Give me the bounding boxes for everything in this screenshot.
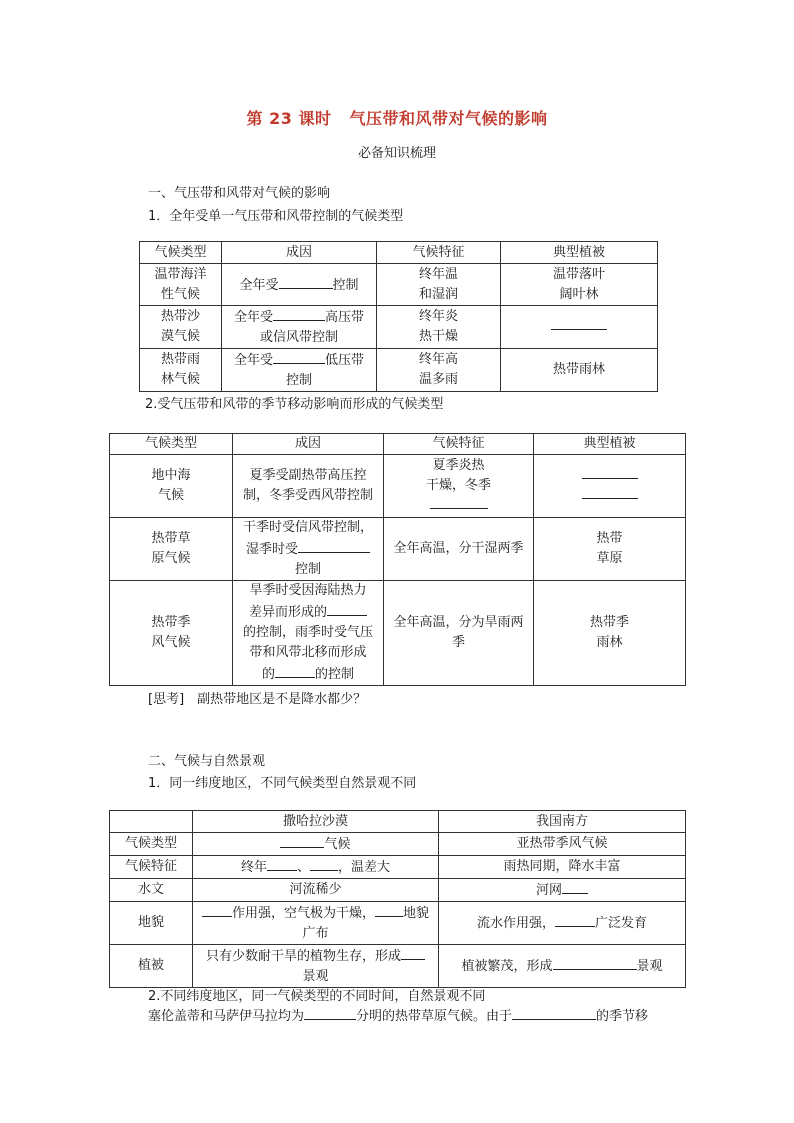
- climate-type-cell: 温带海洋 性气候: [140, 264, 222, 306]
- feature-cell: 终年炎 热干燥: [377, 306, 501, 349]
- think-question: [思考] 副热带地区是不是降水都少？: [148, 692, 367, 707]
- row-label: 植被: [110, 945, 193, 988]
- feature-cell: 全年高温，分为旱雨两 季: [384, 581, 534, 686]
- header-cell: 典型植被: [501, 242, 658, 264]
- table-row: [110, 455, 686, 518]
- table-row: [110, 833, 686, 856]
- table-row: [110, 945, 686, 988]
- fill-blank[interactable]: [375, 902, 403, 917]
- fill-blank[interactable]: [582, 466, 638, 479]
- table-row: [110, 902, 686, 945]
- feature-cell: 终年温 和湿润: [377, 264, 501, 306]
- section-2-sub2: 2.不同纬度地区，同一气候类型的不同时间，自然景观不同: [148, 989, 486, 1004]
- fill-blank[interactable]: [553, 955, 637, 970]
- climate-type-cell: 热带雨 林气候: [140, 349, 222, 392]
- table-single-control: [139, 241, 658, 392]
- fill-blank[interactable]: [512, 1005, 596, 1020]
- sahara-cell: 终年 、 ，温差大: [193, 856, 439, 879]
- climate-type-cell: 热带沙 漠气候: [140, 306, 222, 349]
- table-row: [110, 518, 686, 581]
- fill-blank[interactable]: [327, 601, 367, 616]
- fill-blank[interactable]: [555, 912, 595, 927]
- feature-cell: 夏季炎热 干燥，冬季: [384, 455, 534, 518]
- fill-blank[interactable]: [280, 833, 324, 848]
- lesson-number: 第 23 课时: [246, 109, 332, 128]
- fill-blank[interactable]: [202, 902, 232, 917]
- cause-cell: 旱季时受因海陆热力 差异而形成的 的控制，雨季时受气压 带和风带北移而形成 的 的控制: [233, 581, 384, 686]
- cause-cell: 干季时受信风带控制， 湿季时受 控制: [233, 518, 384, 581]
- header-cell: 典型植被: [534, 434, 686, 455]
- climate-type-cell: 地中海 气候: [110, 455, 233, 518]
- table-header-row: [140, 242, 658, 264]
- header-cell: 气候特征: [384, 434, 534, 455]
- table-row: [140, 306, 658, 349]
- cause-cell: 全年受 控制: [222, 264, 377, 306]
- vegetation-cell: [501, 306, 658, 349]
- vegetation-cell: [534, 455, 686, 518]
- table-same-latitude: [109, 810, 686, 988]
- cause-cell: 全年受 低压带 控制: [222, 349, 377, 392]
- vegetation-cell: 温带落叶 阔叶林: [501, 264, 658, 306]
- fill-blank[interactable]: [401, 945, 425, 960]
- paragraph: 塞伦盖蒂和马萨伊马拉均为 分明的热带草原气候。由于 的季节移: [148, 1005, 648, 1024]
- fill-blank[interactable]: [430, 496, 488, 509]
- table-row: [110, 879, 686, 902]
- header-cell: 我国南方: [439, 811, 686, 833]
- fill-blank[interactable]: [273, 306, 325, 321]
- header-cell: 成因: [222, 242, 377, 264]
- row-label: 气候类型: [110, 833, 193, 856]
- fill-blank[interactable]: [304, 1005, 356, 1020]
- south-china-cell: 河网: [439, 879, 686, 902]
- section-2-sub1: 1．同一纬度地区，不同气候类型自然景观不同: [148, 776, 417, 791]
- climate-type-cell: 热带季 风气候: [110, 581, 233, 686]
- section-1-heading: 一、气压带和风带对气候的影响: [148, 186, 331, 201]
- table-row: [110, 856, 686, 879]
- sahara-cell: 作用强，空气极为干燥， 地貌 广布: [193, 902, 439, 945]
- page-subtitle: 必备知识梳理: [357, 146, 436, 161]
- sahara-cell: 河流稀少: [193, 879, 439, 902]
- sahara-cell: 气候: [193, 833, 439, 856]
- table-row: [140, 349, 658, 392]
- south-china-cell: 雨热同期，降水丰富: [439, 856, 686, 879]
- fill-blank[interactable]: [551, 317, 607, 330]
- header-cell: [110, 811, 193, 833]
- climate-type-cell: 热带草 原气候: [110, 518, 233, 581]
- section-1-sub2: 2.受气压带和风带的季节移动影响而形成的气候类型: [145, 397, 444, 412]
- row-label: 地貌: [110, 902, 193, 945]
- vegetation-cell: 热带 草原: [534, 518, 686, 581]
- header-cell: 气候类型: [110, 434, 233, 455]
- fill-blank[interactable]: [562, 879, 588, 894]
- fill-blank[interactable]: [275, 663, 315, 678]
- table-row: [140, 264, 658, 306]
- header-cell: 撒哈拉沙漠: [193, 811, 439, 833]
- fill-blank[interactable]: [298, 538, 370, 553]
- feature-cell: 全年高温，分干湿两季: [384, 518, 534, 581]
- fill-blank[interactable]: [273, 349, 325, 364]
- page-title: [0, 106, 794, 129]
- row-label: 气候特征: [110, 856, 193, 879]
- table-seasonal-control: [109, 433, 686, 686]
- table-header-row: [110, 811, 686, 833]
- south-china-cell: 植被繁茂，形成 景观: [439, 945, 686, 988]
- header-cell: 成因: [233, 434, 384, 455]
- feature-cell: 终年高 温多雨: [377, 349, 501, 392]
- section-2-heading: 二、气候与自然景观: [148, 754, 266, 769]
- cause-cell: 夏季受副热带高压控 制，冬季受西风带控制: [233, 455, 384, 518]
- table-row: [110, 581, 686, 686]
- vegetation-cell: 热带季 雨林: [534, 581, 686, 686]
- vegetation-cell: 热带雨林: [501, 349, 658, 392]
- fill-blank[interactable]: [279, 274, 333, 289]
- sahara-cell: 只有少数耐干旱的植物生存，形成 景观: [193, 945, 439, 988]
- row-label: 水文: [110, 879, 193, 902]
- fill-blank[interactable]: [310, 856, 338, 871]
- south-china-cell: 亚热带季风气候: [439, 833, 686, 856]
- header-cell: 气候特征: [377, 242, 501, 264]
- cause-cell: 全年受 高压带 或信风带控制: [222, 306, 377, 349]
- fill-blank[interactable]: [267, 856, 297, 871]
- fill-blank[interactable]: [582, 486, 638, 499]
- lesson-title: 气压带和风带对气候的影响: [349, 109, 548, 128]
- table-header-row: [110, 434, 686, 455]
- header-cell: 气候类型: [140, 242, 222, 264]
- south-china-cell: 流水作用强， 广泛发育: [439, 902, 686, 945]
- section-1-sub1: 1．全年受单一气压带和风带控制的气候类型: [148, 209, 404, 224]
